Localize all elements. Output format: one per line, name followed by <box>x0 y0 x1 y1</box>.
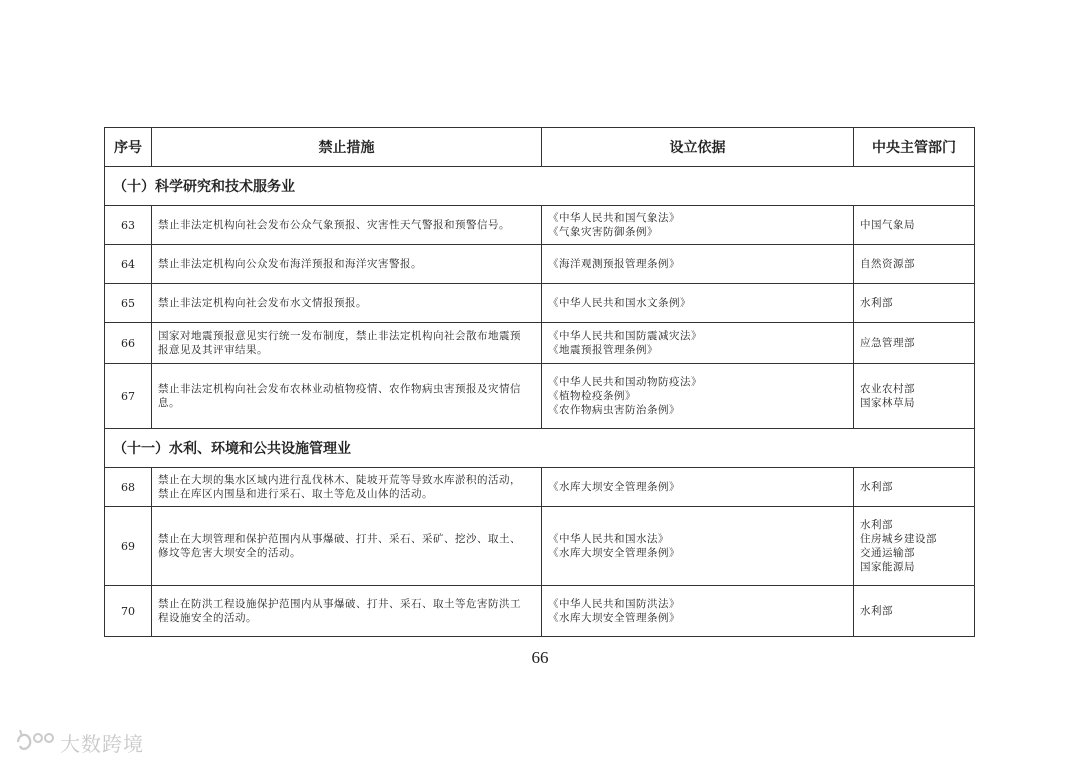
basis-cell <box>542 468 854 507</box>
dept-cell <box>854 468 975 507</box>
basis-line: 《水库大坝安全管理条例》 <box>548 612 680 624</box>
measure-line: 息。 <box>158 397 180 409</box>
basis-line: 《气象灾害防御条例》 <box>548 226 658 238</box>
dept-line: 国家林草局 <box>860 397 915 409</box>
measure-cell <box>152 206 542 245</box>
table-row <box>105 206 975 245</box>
dept-cell <box>854 284 975 323</box>
dept-line: 水利部 <box>860 519 893 531</box>
measure-cell <box>152 323 542 364</box>
dept-line: 农业农村部 <box>860 383 915 395</box>
measure-cell <box>152 245 542 284</box>
row-number: 63 <box>105 206 152 245</box>
dept-cell <box>854 586 975 637</box>
section-title: （十一）水利、环境和公共设施管理业 <box>105 429 975 468</box>
basis-line: 《中华人民共和国动物防疫法》 <box>548 376 702 388</box>
dept-line: 应急管理部 <box>860 337 915 349</box>
table-row <box>105 507 975 586</box>
dept-line: 水利部 <box>860 297 893 309</box>
table-header-row <box>105 128 975 167</box>
row-number: 67 <box>105 364 152 429</box>
table-row <box>105 586 975 637</box>
measure-line: 报意见及其评审结果。 <box>158 344 268 356</box>
dept-line: 中国气象局 <box>860 219 915 231</box>
table-row <box>105 245 975 284</box>
dept-line: 交通运输部 <box>860 547 915 559</box>
basis-cell <box>542 323 854 364</box>
row-number: 64 <box>105 245 152 284</box>
watermark <box>12 727 144 757</box>
table-row <box>105 468 975 507</box>
measure-cell <box>152 586 542 637</box>
table-row <box>105 364 975 429</box>
measure-cell <box>152 507 542 586</box>
page-number: 66 <box>531 648 549 667</box>
measure-line: 禁止在库区内围垦和进行采石、取土等危及山体的活动。 <box>158 488 433 500</box>
basis-cell <box>542 206 854 245</box>
measure-cell <box>152 468 542 507</box>
basis-cell <box>542 507 854 586</box>
dept-cell <box>854 245 975 284</box>
header-dept: 中央主管部门 <box>854 128 975 167</box>
dept-line: 国家能源局 <box>860 561 915 573</box>
dept-cell <box>854 206 975 245</box>
header-basis: 设立依据 <box>542 128 854 167</box>
dept-cell <box>854 364 975 429</box>
basis-cell <box>542 245 854 284</box>
section-row-science <box>105 167 975 206</box>
row-number: 68 <box>105 468 152 507</box>
measure-line: 禁止在大坝的集水区域内进行乱伐林木、陡坡开荒等导致水库淤积的活动， <box>158 474 521 486</box>
watermark-text: 大数跨境 <box>60 731 144 756</box>
basis-line: 《中华人民共和国防洪法》 <box>548 598 680 610</box>
row-number: 65 <box>105 284 152 323</box>
basis-line: 《中华人民共和国水文条例》 <box>548 297 691 309</box>
measure-line: 禁止在防洪工程设施保护范围内从事爆破、打井、采石、取土等危害防洪工 <box>158 598 521 610</box>
dept-line: 水利部 <box>860 605 893 617</box>
table-row <box>105 323 975 364</box>
row-number: 69 <box>105 507 152 586</box>
basis-line: 《农作物病虫害防治条例》 <box>548 404 680 416</box>
row-number: 66 <box>105 323 152 364</box>
section-row-water <box>105 429 975 468</box>
dept-line: 自然资源部 <box>860 258 915 270</box>
measure-cell <box>152 284 542 323</box>
basis-cell <box>542 284 854 323</box>
measure-line: 程设施安全的活动。 <box>158 612 257 624</box>
row-number: 70 <box>105 586 152 637</box>
measure-line: 禁止在大坝管理和保护范围内从事爆破、打井、采石、采矿、挖沙、取土、 <box>158 533 521 545</box>
prohibition-measures-table <box>104 127 975 637</box>
section-title: （十）科学研究和技术服务业 <box>105 167 975 206</box>
basis-line: 《水库大坝安全管理条例》 <box>548 481 680 493</box>
basis-line: 《中华人民共和国防震减灾法》 <box>548 330 702 342</box>
basis-cell <box>542 364 854 429</box>
basis-line: 《中华人民共和国气象法》 <box>548 212 680 224</box>
measure-line: 修坟等危害大坝安全的活动。 <box>158 547 301 559</box>
header-measure: 禁止措施 <box>152 128 542 167</box>
dept-line: 住房城乡建设部 <box>860 533 937 545</box>
measure-line: 国家对地震预报意见实行统一发布制度，禁止非法定机构向社会散布地震预 <box>158 330 521 342</box>
measure-line: 禁止非法定机构向公众发布海洋预报和海洋灾害警报。 <box>158 258 422 270</box>
basis-line: 《地震预报管理条例》 <box>548 344 658 356</box>
measure-line: 禁止非法定机构向社会发布农林业动植物疫情、农作物病虫害预报及灾情信 <box>158 383 521 395</box>
table-row <box>105 284 975 323</box>
basis-line: 《海洋观测预报管理条例》 <box>548 258 680 270</box>
basis-cell <box>542 586 854 637</box>
measure-cell <box>152 364 542 429</box>
brand-logo-icon <box>12 728 58 756</box>
basis-line: 《植物检疫条例》 <box>548 390 636 402</box>
basis-line: 《水库大坝安全管理条例》 <box>548 547 680 559</box>
measure-line: 禁止非法定机构向社会发布水文情报预报。 <box>158 297 367 309</box>
measure-line: 禁止非法定机构向社会发布公众气象预报、灾害性天气警报和预警信号。 <box>158 219 510 231</box>
dept-cell <box>854 507 975 586</box>
dept-line: 水利部 <box>860 481 893 493</box>
header-no: 序号 <box>105 128 152 167</box>
basis-line: 《中华人民共和国水法》 <box>548 533 669 545</box>
dept-cell <box>854 323 975 364</box>
